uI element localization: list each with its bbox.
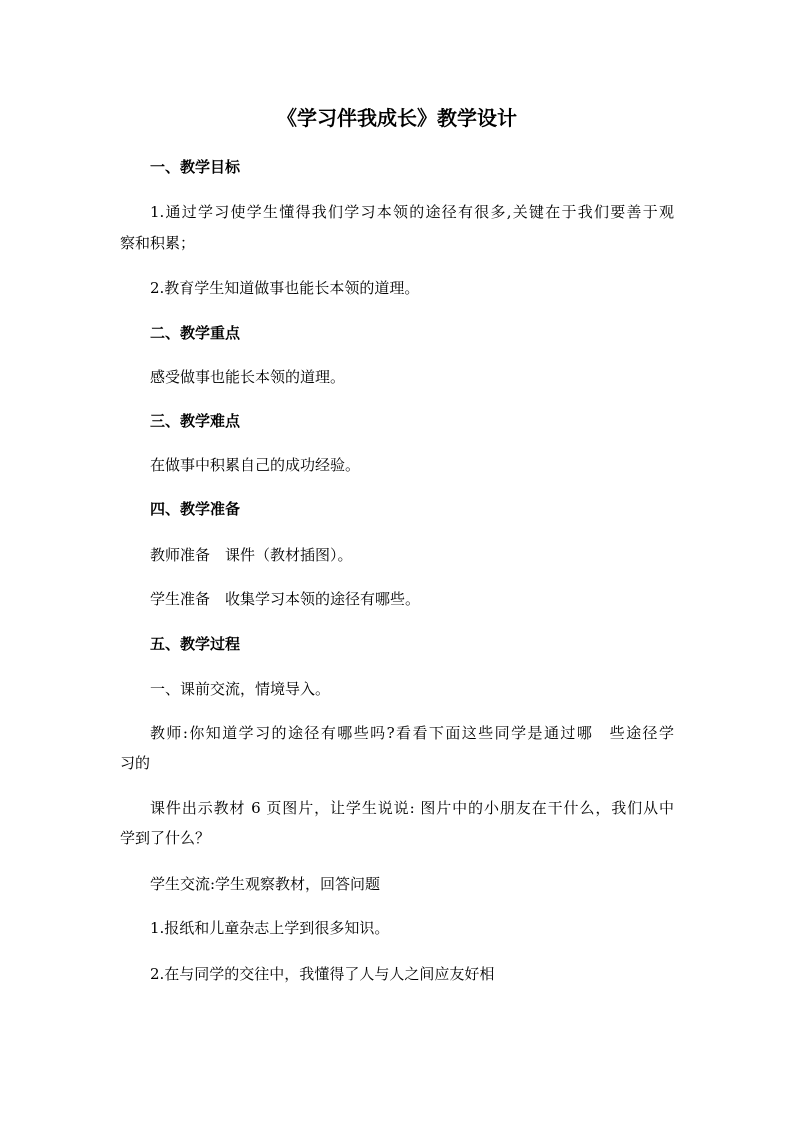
section-heading-difficulties: 三、教学难点	[150, 412, 241, 430]
process-step-1: 一、课前交流，情境导入。	[150, 680, 331, 698]
section-heading-preparation: 四、教学准备	[150, 500, 241, 518]
section-heading-teaching-goals: 一、教学目标	[150, 158, 241, 176]
goal-item-2: 2.教育学生知道做事也能长本领的道理。	[150, 279, 420, 297]
student-answer-1: 1.报纸和儿童杂志上学到很多知识。	[150, 919, 390, 937]
courseware-line-2: 学到了什么？	[120, 829, 211, 847]
goal-item-1-line-2: 察和积累；	[120, 234, 196, 252]
teacher-question-line-1: 教师:你知道学习的途径有哪些吗?看看下面这些同学是通过哪 些途径学	[150, 724, 674, 742]
key-points-text: 感受做事也能长本领的道理。	[150, 368, 346, 386]
document-title: 《学习伴我成长》教学设计	[277, 106, 517, 130]
teacher-question-line-2: 习的	[120, 754, 151, 772]
student-answer-2: 2.在与同学的交往中，我懂得了人与人之间应友好相	[150, 965, 495, 983]
goal-item-1-line-1: 1.通过学习使学生懂得我们学习本领的途径有很多,关键在于我们要善于观	[150, 203, 674, 221]
student-exchange: 学生交流:学生观察教材，回答问题	[150, 875, 381, 893]
student-preparation: 学生准备 收集学习本领的途径有哪些。	[150, 590, 421, 608]
section-heading-key-points: 二、教学重点	[150, 324, 241, 342]
courseware-line-1: 课件出示教材 6 页图片，让学生说说: 图片中的小朋友在干什么，我们从中	[150, 799, 674, 817]
section-heading-process: 五、教学过程	[150, 635, 241, 653]
difficulties-text: 在做事中积累自己的成功经验。	[150, 456, 361, 474]
teacher-preparation: 教师准备 课件（教材插图）。	[150, 546, 353, 564]
